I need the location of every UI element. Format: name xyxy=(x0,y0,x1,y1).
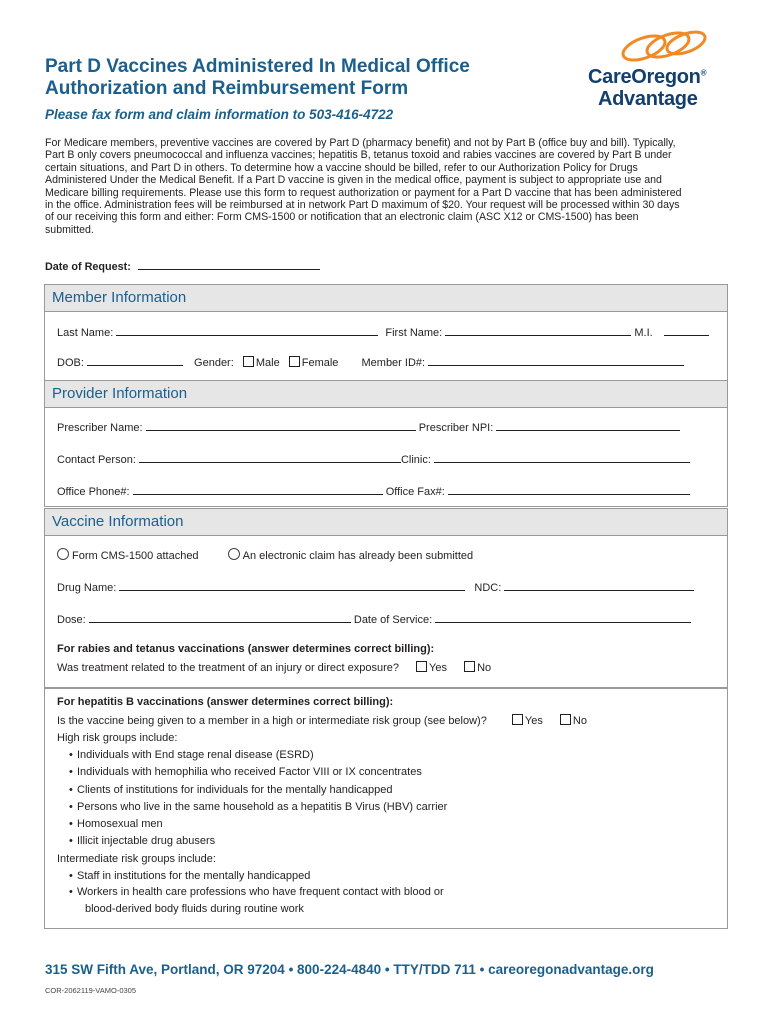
form-title-line1: Part D Vaccines Administered In Medical Office xyxy=(45,56,470,77)
dose-label: Dose: xyxy=(57,614,86,626)
hepb-question-row xyxy=(57,714,587,727)
office-fax-field[interactable] xyxy=(448,484,690,495)
logo-brand-name: CareOregon xyxy=(588,66,701,88)
careoregon-logo xyxy=(588,28,733,120)
office-phone-field[interactable] xyxy=(133,484,383,495)
member-info-section xyxy=(44,311,728,382)
provider-info-heading: Provider Information xyxy=(44,380,728,408)
hepb-yes-label: Yes xyxy=(524,715,543,727)
hepb-heading: For hepatitis B vaccinations (answer determines correct billing): xyxy=(57,696,394,708)
logo-swoosh-icon xyxy=(620,28,710,66)
rabies-question-row xyxy=(57,661,491,674)
prescriber-npi-label: Prescriber NPI: xyxy=(418,422,494,434)
hepb-no-label: No xyxy=(572,715,587,727)
dose-field[interactable] xyxy=(89,612,351,623)
first-name-label: First Name: xyxy=(385,327,443,339)
office-phone-label: Office Phone#: xyxy=(57,486,130,498)
hepb-no-checkbox[interactable] xyxy=(560,714,571,725)
last-name-label: Last Name: xyxy=(57,327,114,339)
claim-options-row xyxy=(57,548,473,562)
rabies-question: Was treatment related to the treatment of an injury or direct exposure? xyxy=(57,662,399,674)
electronic-claim-radio[interactable] xyxy=(228,548,240,560)
ndc-label: NDC: xyxy=(474,582,502,594)
hepb-yes-checkbox[interactable] xyxy=(512,714,523,725)
list-item: • Staff in institutions for the mentally handicapped xyxy=(57,868,444,885)
list-item: • Illicit injectable drug abusers xyxy=(57,833,447,850)
rabies-yes-checkbox[interactable] xyxy=(416,661,427,672)
last-name-field[interactable] xyxy=(116,325,378,336)
rabies-no-label: No xyxy=(477,662,492,674)
dose-row xyxy=(57,612,691,626)
office-fax-label: Office Fax#: xyxy=(385,486,445,498)
intro-paragraph: For Medicare members, preventive vaccines are covered by Part D (pharmacy benefit) and not by Part B (office buy and bill). Typically, Part B only covers pneumococcal and influenza vaccines; hepatitis B, tetanus toxoid and rabies vaccines are covered by Part B under certain situations, and Part D in others. To determine how a vaccine should be billed, refer to our Authorization Policy for Drugs Administered Under the Medical Benefit. If a Part D vaccine is given in the medical office, payment is subject to appropriate use and Medicare billing requirements. Please use this form to request authorization or payment for a Part D vaccine that has been administered in the office. Administration fees will be reimbursed at in network Part D maximum of $20. Your request will be processed within 30 days of our receiving this form and either: Form CMS-1500 or notification that an electronic claim (ASC X12 or CMS-1500) has been submitted. xyxy=(45,137,682,236)
date-of-request-label: Date of Request: xyxy=(45,261,131,273)
hepb-question: Is the vaccine being given to a member in a high or intermediate risk group (see below)? xyxy=(57,715,487,727)
male-label: Male xyxy=(255,357,280,369)
contact-row xyxy=(57,452,690,466)
intermediate-risk-label: Intermediate risk groups include: xyxy=(57,853,216,865)
logo-text-advantage: Advantage xyxy=(598,88,698,110)
female-label: Female xyxy=(301,357,339,369)
vaccine-info-heading: Vaccine Information xyxy=(44,508,728,536)
prescriber-name-field[interactable] xyxy=(146,420,416,431)
date-of-request-row xyxy=(45,259,320,273)
cms-1500-radio[interactable] xyxy=(57,548,69,560)
mi-label: M.I. xyxy=(634,327,653,339)
form-title-line2: Authorization and Reimbursement Form xyxy=(45,78,409,99)
date-of-request-field[interactable] xyxy=(138,259,320,270)
rabies-heading: For rabies and tetanus vaccinations (answer determines correct billing): xyxy=(57,643,435,655)
gender-label: Gender: xyxy=(194,357,234,369)
list-item: • Clients of institutions for individuals for the mentally handicapped xyxy=(57,782,447,799)
list-item: • Individuals with hemophilia who received Factor VIII or IX concentrates xyxy=(57,764,447,781)
form-code: COR-2062119-VAMO-0305 xyxy=(45,986,137,995)
date-of-service-field[interactable] xyxy=(435,612,691,623)
fax-instruction: Please fax form and claim information to 503-416-4722 xyxy=(45,107,394,122)
contact-person-field[interactable] xyxy=(139,452,401,463)
list-item: • Workers in health care professions who have frequent contact with blood or xyxy=(57,884,444,901)
contact-person-label: Contact Person: xyxy=(57,454,136,466)
date-of-service-label: Date of Service: xyxy=(353,614,433,626)
cms-1500-label: Form CMS-1500 attached xyxy=(72,550,199,562)
logo-text-careoregon xyxy=(588,66,706,89)
dob-row xyxy=(57,355,684,369)
member-id-field[interactable] xyxy=(428,355,684,366)
drug-name-field[interactable] xyxy=(119,580,465,591)
list-item: • Individuals with End stage renal disease (ESRD) xyxy=(57,747,447,764)
prescriber-npi-field[interactable] xyxy=(496,420,680,431)
member-info-heading: Member Information xyxy=(44,284,728,312)
drug-name-label: Drug Name: xyxy=(57,582,117,594)
dob-label: DOB: xyxy=(57,357,84,369)
list-item: • Homosexual men xyxy=(57,816,447,833)
first-name-field[interactable] xyxy=(445,325,631,336)
last-name-row xyxy=(57,325,709,339)
ndc-field[interactable] xyxy=(504,580,694,591)
prescriber-row xyxy=(57,420,680,434)
footer-contact: 315 SW Fifth Ave, Portland, OR 97204 • 800-224-4840 • TTY/TDD 711 • careoregonadvantage.org xyxy=(45,962,654,977)
male-checkbox[interactable] xyxy=(243,356,254,367)
rabies-no-checkbox[interactable] xyxy=(464,661,475,672)
female-checkbox[interactable] xyxy=(289,356,300,367)
form-title xyxy=(45,56,470,100)
list-item-continuation: blood-derived body fluids during routine work xyxy=(85,902,304,915)
dob-field[interactable] xyxy=(87,355,183,366)
office-phone-row xyxy=(57,484,690,498)
clinic-field[interactable] xyxy=(434,452,690,463)
electronic-claim-label: An electronic claim has already been submitted xyxy=(242,550,474,562)
drug-row xyxy=(57,580,694,594)
mi-field[interactable] xyxy=(664,325,709,336)
member-id-label: Member ID#: xyxy=(361,357,426,369)
logo-registered-mark: ® xyxy=(700,68,707,78)
clinic-label: Clinic: xyxy=(400,454,431,466)
intermediate-risk-list xyxy=(57,851,444,917)
rabies-yes-label: Yes xyxy=(429,662,447,674)
high-risk-list xyxy=(57,730,447,850)
prescriber-name-label: Prescriber Name: xyxy=(57,422,143,434)
high-risk-label: High risk groups include: xyxy=(57,732,178,744)
list-item: • Persons who live in the same household as a hepatitis B Virus (HBV) carrier xyxy=(57,799,447,816)
